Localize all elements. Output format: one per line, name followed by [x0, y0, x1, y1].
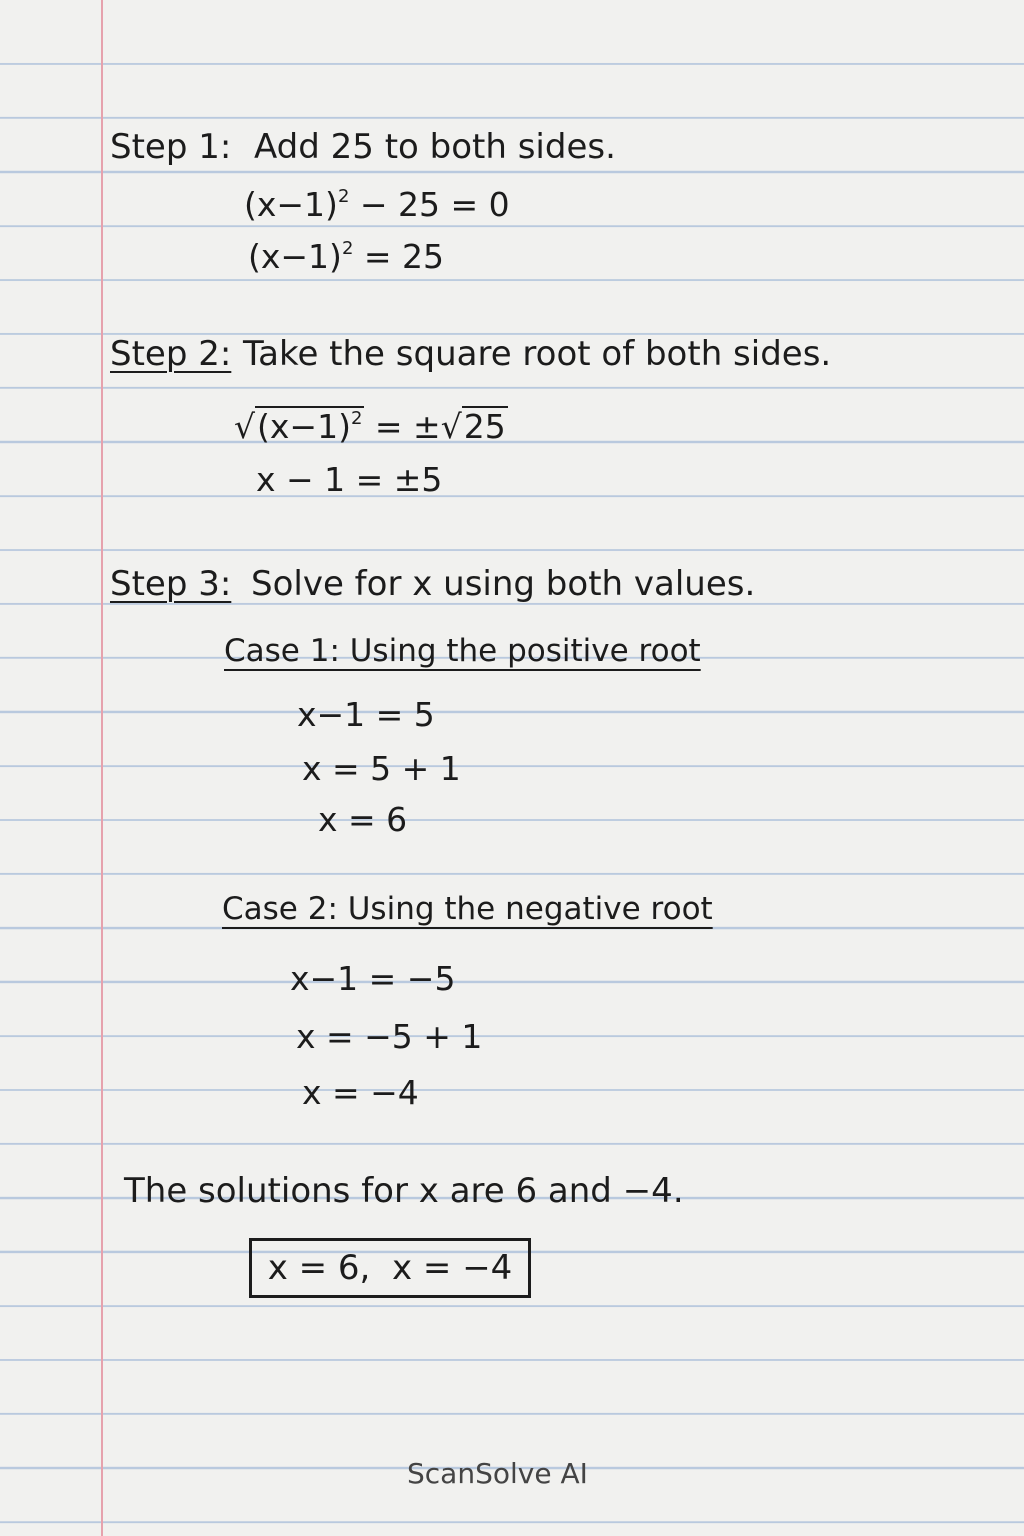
conclusion-text: The solutions for x are 6 and −4. — [124, 1171, 684, 1211]
case2-line-1: x−1 = −5 — [290, 959, 456, 998]
step1-label: Step 1: — [110, 127, 232, 167]
step2-equation-1: $√(x-1)^2 = \pm√25$ — [234, 407, 506, 446]
brand-watermark: ScanSolve AI — [407, 1457, 588, 1490]
case1-line-1: x−1 = 5 — [297, 695, 435, 734]
step2-text: Take the square root of both sides. — [243, 334, 832, 374]
case1-title: Case 1: Using the positive root — [224, 633, 701, 669]
case1-line-2: x = 5 + 1 — [302, 749, 461, 788]
step1-text: Add 25 to both sides. — [254, 127, 616, 167]
step3-label: Step 3: — [110, 564, 232, 604]
step2-label: Step 2: — [110, 334, 232, 374]
step1-equation-2: $(x-1)^2 = 25$ — [248, 237, 445, 276]
case1-line-3: x = 6 — [318, 800, 408, 839]
case2-line-2: x = −5 + 1 — [296, 1017, 483, 1056]
step2-equation-2: x − 1 = ±5 — [256, 460, 443, 499]
case2-title: Case 2: Using the negative root — [222, 891, 713, 927]
answer-box — [249, 1238, 531, 1298]
answer-text: x = 6, x = −4 — [267, 1248, 513, 1288]
step1-equation-1: $(x-1)^2 - 25 = 0$ — [244, 185, 510, 224]
case2-line-3: x = −4 — [302, 1073, 419, 1112]
step3-text: Solve for x using both values. — [251, 564, 756, 604]
margin-line — [101, 0, 103, 1536]
